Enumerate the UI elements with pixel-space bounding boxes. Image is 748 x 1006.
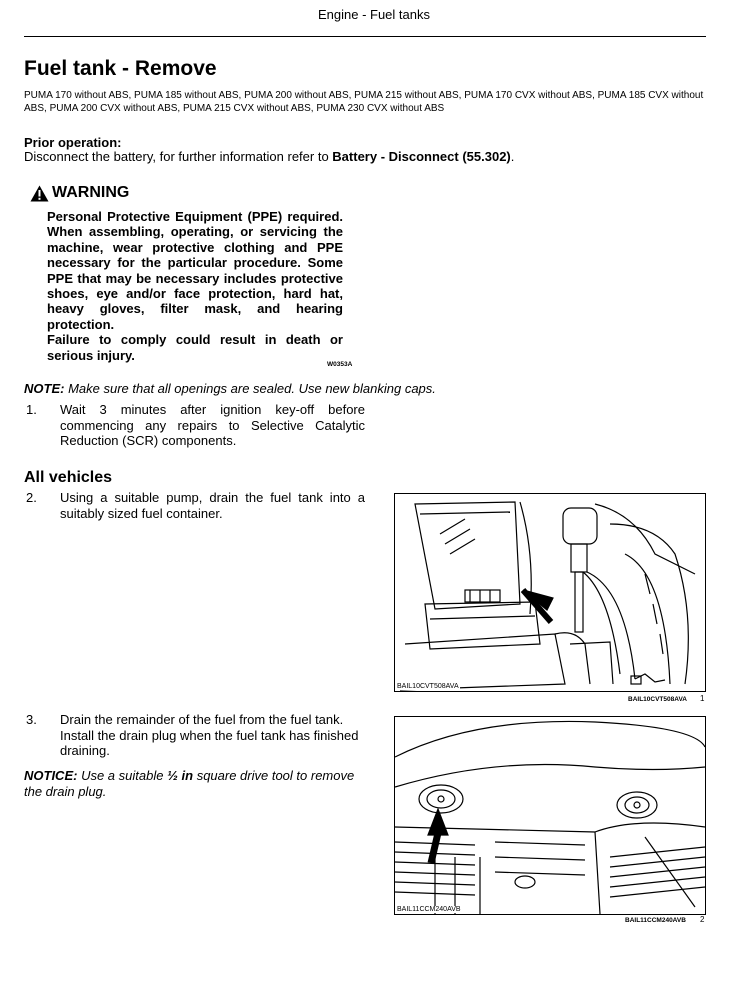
applicable-models: PUMA 170 without ABS, PUMA 185 without ABS, PUMA 200 without ABS, PUMA 215 without ABS, PUMA 170 CVX without ABS, PUMA 185 CVX without ABS, PUMA 200 CVX without ABS, PUMA 215 CVX without ABS, PUMA 230 CVX without ABS: [24, 90, 704, 114]
page-title: Fuel tank - Remove: [24, 57, 217, 80]
figure-code: BAIL11CCM240AVB: [397, 906, 461, 913]
figure-drain-plug: [394, 716, 706, 915]
figure-fuel-pump-drain: [394, 493, 706, 692]
warning-text: Personal Protective Equipment (PPE) required. When assembling, operating, or servicing the machine, wear protective clothing and PPE necessary for the particular procedure. Some PPE that may be necessary includes protective shoes, eye and/or face protection, hard hat, heavy gloves, filter mask, and hearing protection.: [47, 209, 343, 332]
figure-caption: BAIL10CVT508AVA: [628, 696, 687, 703]
warning-body: [47, 209, 343, 363]
prior-operation-reference[interactable]: Battery - Disconnect (55.302): [332, 149, 511, 164]
warning-triangle-icon: [30, 185, 49, 202]
figure-number: 1: [700, 694, 705, 703]
figure-code: BAIL10CVT508AVA: [397, 683, 459, 690]
step-number: 2.: [26, 490, 37, 505]
running-header: Engine - Fuel tanks: [317, 7, 430, 22]
header-rule: [24, 36, 706, 37]
step-number: 1.: [26, 402, 37, 417]
note: NOTE: Make sure that all openings are sealed. Use new blanking caps.: [24, 381, 436, 396]
figure-number: 2: [700, 915, 705, 924]
notice: NOTICE: Use a suitable ½ in square drive tool to remove the drain plug.: [24, 768, 355, 799]
prior-operation-text: Disconnect the battery, for further information refer to Battery - Disconnect (55.302).: [24, 149, 515, 164]
step-text: Using a suitable pump, drain the fuel tank into a suitably sized fuel container.: [60, 490, 365, 521]
prior-operation-label: Prior operation:: [24, 135, 122, 150]
figure-caption: BAIL11CCM240AVB: [625, 917, 686, 924]
section-heading: All vehicles: [24, 469, 113, 486]
fuel-pump-illustration: [395, 494, 705, 691]
step-text: Drain the remainder of the fuel from the fuel tank. Install the drain plug when the fuel tank has finished draining.: [60, 712, 359, 758]
warning-heading: WARNING: [30, 184, 129, 202]
step-text: Wait 3 minutes after ignition key-off before commencing any repairs to Selective Catalytic Reduction (SCR) components.: [60, 402, 365, 448]
step-number: 3.: [26, 712, 37, 727]
warning-consequence: Failure to comply could result in death or serious injury.: [47, 332, 343, 363]
drain-plug-illustration: [395, 717, 705, 914]
warning-code: W0353A: [327, 361, 353, 368]
